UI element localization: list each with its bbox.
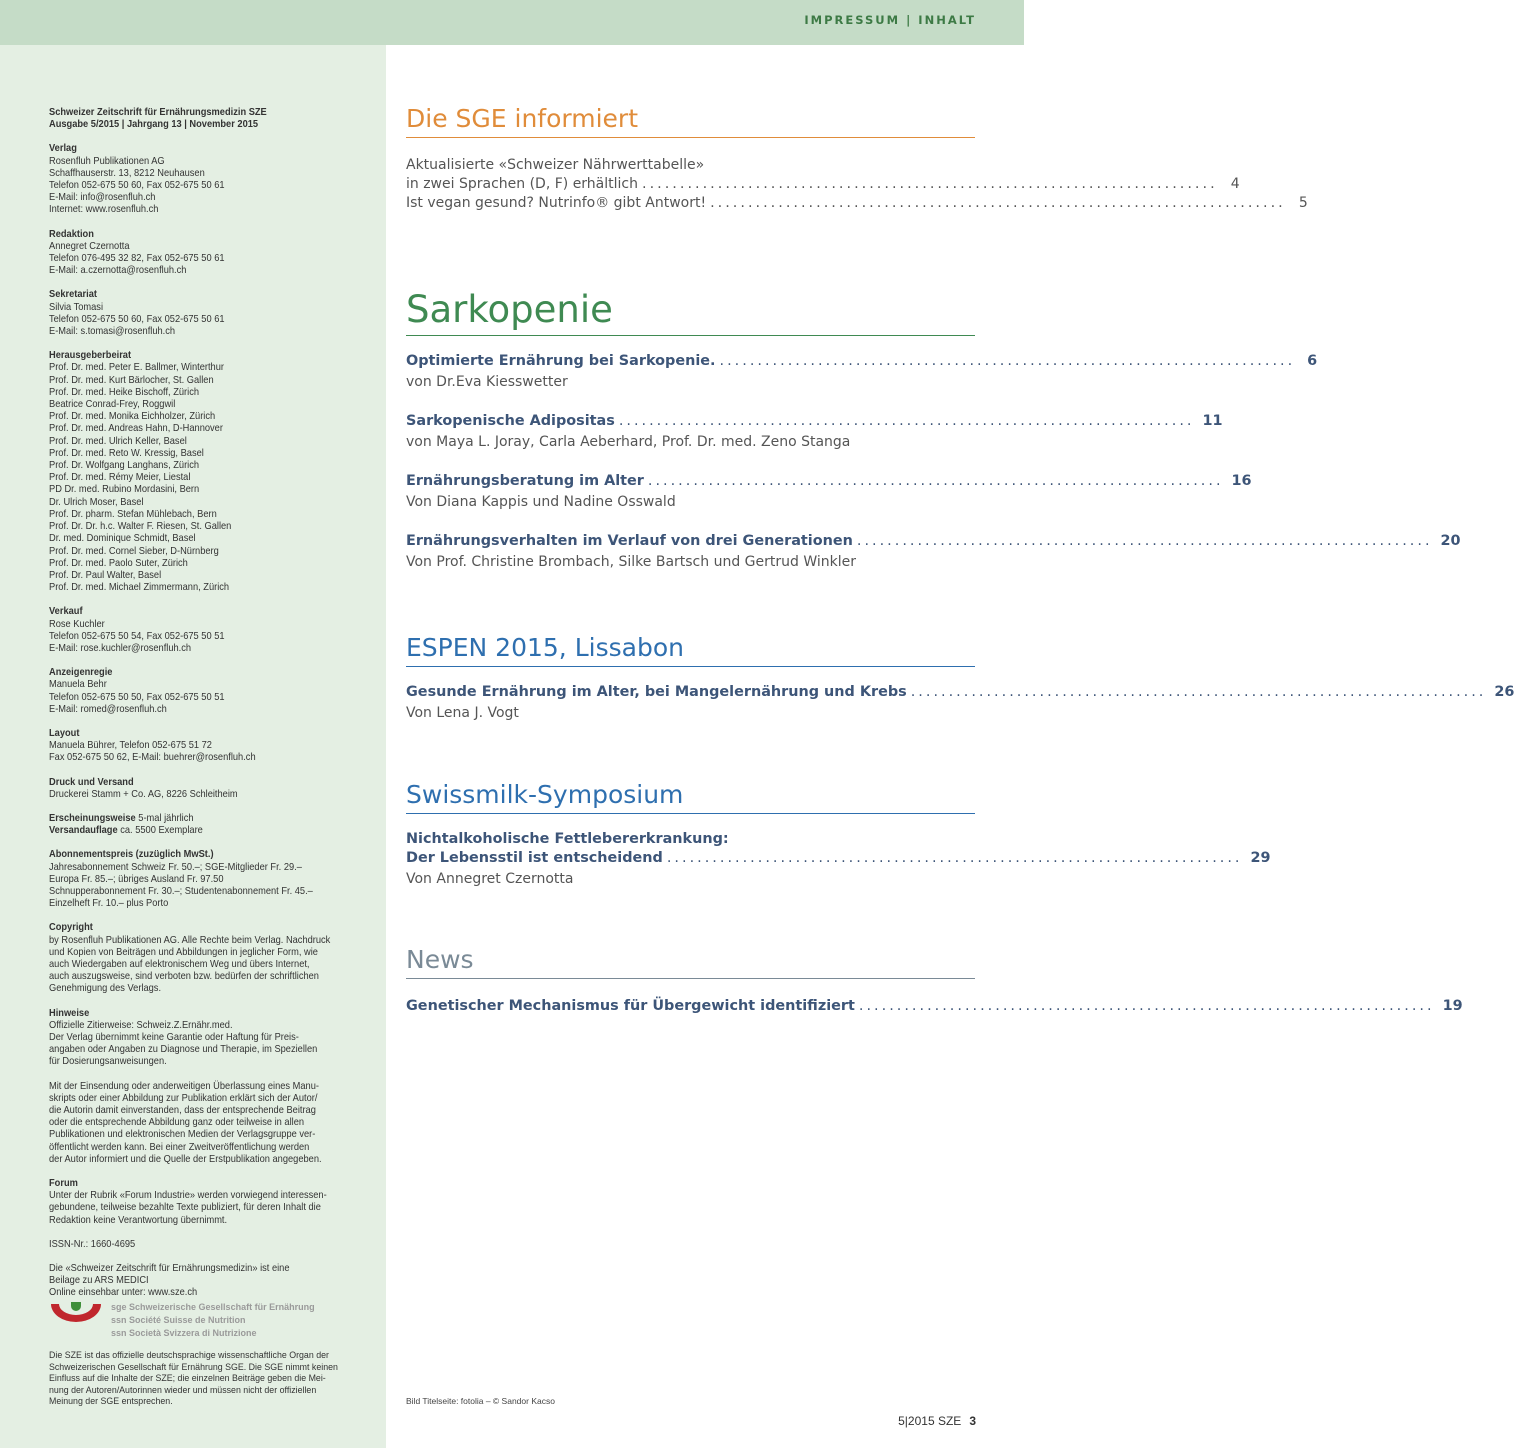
toc-entry[interactable]: Aktualisierte «Schweizer Nährwerttabelle» in zwei Sprachen (D, F) erhältlich ............................................................................ 4 [406,157,1240,192]
section-heading-news: News [406,945,975,979]
logo-line-1: sge Schweizerische Gesellschaft für Ernährung [111,1302,315,1312]
page-number: 4 [1230,176,1240,192]
toc-entry[interactable]: Ernährungsverhalten im Verlauf von drei Generationen ............................................................................ 20 Von Prof. Christine Brombach, Silke Bartsch und Gertrud Winkler [406,533,1461,570]
hinweise-block: Hinweise Offizielle Zitierweise: Schweiz.Z.Ernähr.med. Der Verlag übernimmt keine Garantie oder Haftung für Preis- angaben oder Angaben zu Diagnose und Therapie, im Speziellen für Dosierungsanweisungen. [49,1007,318,1068]
verkauf-block: Verkauf Rose Kuchler Telefon 052-675 50 54, Fax 052-675 50 51 E-Mail: rose.kuchler@rosenfluh.ch [49,606,225,654]
section-heading-sge: Die SGE informiert [406,104,975,138]
journal-title: Schweizer Zeitschrift für Ernährungsmedizin SZE [49,107,267,118]
section-heading-sarkopenie: Sarkopenie [406,288,975,336]
leader-dots: ............................................................................ [647,473,1224,489]
abo-block: Abonnementspreis (zuzüglich MwSt.) Jahresabonnement Schweiz Fr. 50.–; SGE-Mitglieder Fr. 29.– Europa Fr. 85.–; übriges Ausland Fr. 97.50 Schnupperabonnement Fr. 30.–; Studentenabonnement Fr. 45.– Einzelheft Fr. 10.– plus Porto [49,849,313,910]
page-number: 29 [1250,850,1271,866]
leader-dots: ............................................................................ [858,998,1435,1014]
section-heading-espen: ESPEN 2015, Lissabon [406,633,975,667]
leader-dots: ............................................................................ [618,413,1195,429]
toc-entry[interactable]: Gesunde Ernährung im Alter, bei Mangelernährung und Krebs ............................................................................ 26 Von Lena J. Vogt [406,684,1514,721]
leader-dots: ............................................................................ [642,176,1218,192]
sekretariat-block: Sekretariat Silvia Tomasi Telefon 052-675 50 60, Fax 052-675 50 61 E-Mail: s.tomasi@rosenfluh.ch [49,289,225,338]
section-espen [406,633,1514,723]
author: von Maya L. Joray, Carla Aeberhard, Prof. Dr. med. Zeno Stanga [406,434,851,450]
forum-block: Forum Unter der Rubrik «Forum Industrie» werden vorwiegend interessen- gebundene, teilweise bezahlte Texte publiziert, für deren Inhalt die Redaktion keine Verantwortung übernimmt. [49,1178,327,1226]
top-bar [0,0,1024,45]
section-sge [406,104,1308,213]
author: von Dr.Eva Kiesswetter [406,374,568,390]
toc-entry[interactable]: Ernährungsberatung im Alter ............................................................................ 16 Von Diana Kappis und Nadine Osswald [406,473,1252,510]
anzeigen-block: Anzeigenregie Manuela Behr Telefon 052-675 50 50, Fax 052-675 50 51 E-Mail: romed@rosenfluh.ch [49,667,225,715]
page-number: 19 [1442,998,1463,1014]
druck-block: Druck und Versand Druckerei Stamm + Co. AG, 8226 Schleitheim [49,776,238,800]
toc-entry[interactable]: Sarkopenische Adipositas ............................................................................ 11 von Maya L. Joray, Carla Aeberhard, Prof. Dr. med. Zeno Stanga [406,413,1223,450]
redaktion-block: Redaktion Annegret Czernotta Telefon 076-495 32 82, Fax 052-675 50 61 E-Mail: a.czernotta@rosenfluh.ch [49,228,225,277]
einsendung-block: Mit der Einsendung oder anderweitigen Überlassung eines Manu- skripts oder einer Abbildung zur Publikation erklärt sich der Autor/ die Autorin damit einverstanden, dass der entsprechende Beitrag oder die entsprechende Abbildung ganz oder teilweise in allen Publikationen und elektronischen Medien der Verlagsgruppe ver- öffentlicht werden kann. Bei einer Zweitveröffentlichung werden der Autor informiert und die Quelle der Erstpublikation angegeben. [49,1080,322,1165]
issue-info: Ausgabe 5/2015 | Jahrgang 13 | November 2015 [49,119,259,131]
issn: ISSN-Nr.: 1660-4695 [49,1238,136,1250]
page-number: 16 [1231,473,1252,489]
toc-entry[interactable]: Genetischer Mechanismus für Übergewicht identifiziert ............................................................................ 19 [406,998,1463,1014]
section-heading-swissmilk: Swissmilk-Symposium [406,780,975,814]
author: Von Annegret Czernotta [406,871,574,887]
page-number: 20 [1440,533,1461,549]
section-sarkopenie [406,288,1461,572]
section-swissmilk [406,780,1271,889]
impressum [49,107,353,1312]
page-folio: 5|2015 SZE 3 [898,1414,976,1428]
beirat-block: Herausgeberbeirat Prof. Dr. med. Peter E. Ballmer, Winterthur Prof. Dr. med. Kurt Bärlocher, St. Gallen Prof. Dr. med. Heike Bischoff, Zürich Beatrice Conrad-Frey, Roggwil Prof. Dr. med. Monika Eichholzer, Zürich Prof. Dr. med. Andreas Hahn, D-Hannover Prof. Dr. med. Ulrich Keller, Basel Prof. Dr. med. Reto W. Kressig, Basel Prof. Dr. Wolfgang Langhans, Zürich Prof. Dr. med. Rémy Meier, Liestal PD Dr. med. Rubino Mordasini, Bern Dr. Ulrich Moser, Basel Prof. Dr. pharm. Stefan Mühlebach, Bern Prof. Dr. Dr. h.c. Walter F. Riesen, St. Gallen Dr. med. Dominique Schmidt, Basel Prof. Dr. med. Cornel Sieber, D-Nürnberg Prof. Dr. med. Paolo Suter, Zürich Prof. Dr. Paul Walter, Basel Prof. Dr. med. Michael Zimmermann, Zürich [49,350,232,594]
beilage-block: Die «Schweizer Zeitschrift für Ernährungsmedizin» ist eine Beilage zu ARS MEDICI Online einsehbar unter: www.sze.ch [49,1263,290,1299]
verlag-block: Verlag Rosenfluh Publikationen AG Schaffhauserstr. 13, 8212 Neuhausen Telefon 052-675 50 60, Fax 052-675 50 61 E-Mail: info@rosenfluh.ch Internet: www.rosenfluh.ch [49,143,225,216]
toc-entry[interactable]: Optimierte Ernährung bei Sarkopenie. ............................................................................ 6 von Dr.Eva Kiesswetter [406,353,1318,390]
page-number: 6 [1307,353,1318,369]
page-number: 5 [1298,195,1308,211]
sge-logo [49,1300,379,1345]
image-credit: Bild Titelseite: fotolia – © Sandor Kacso [406,1396,555,1406]
page-number: 26 [1494,684,1514,700]
sge-disclaimer: Die SZE ist das offizielle deutschsprachige wissenschaftliche Organ der Schweizerischen Gesellschaft für Ernährung SGE. Die SGE nimmt keinen Einfluss auf die Inhalte der SZE; die einzelnen Beiträge geben die Mei- nung der Autoren/Autorinnen wieder und müssen nicht der offiziellen Meinung der SGE entsprechen. [49,1350,338,1408]
leader-dots: ............................................................................ [856,533,1433,549]
author: Von Prof. Christine Brombach, Silke Bartsch und Gertrud Winkler [406,554,856,570]
leader-dots: ............................................................................ [666,850,1243,866]
layout-block: Layout Manuela Bührer, Telefon 052-675 51 72 Fax 052-675 50 62, E-Mail: buehrer@rosenfluh.ch [49,727,256,764]
section-news [406,945,1463,1016]
toc-entry[interactable]: Nichtalkoholische Fettlebererkrankung: Der Lebensstil ist entscheidend ............................................................................ 29 Von Annegret Czernotta [406,831,1271,887]
leader-dots: ............................................................................ [710,195,1286,211]
erscheinung-block: Erscheinungsweise 5-mal jährlich Versandauflage ca. 5500 Exemplare [49,812,203,837]
toc-entry[interactable]: Ist vegan gesund? Nutrinfo® gibt Antwort! ............................................................................ 5 [406,195,1308,211]
author: Von Diana Kappis und Nadine Osswald [406,494,676,510]
section-label: IMPRESSUM | INHALT [804,13,976,27]
author: Von Lena J. Vogt [406,705,519,721]
logo-line-3: ssn Società Svizzera di Nutrizione [111,1328,257,1338]
page-number: 11 [1202,413,1223,429]
copyright-block: Copyright by Rosenfluh Publikationen AG. Alle Rechte beim Verlag. Nachdruck und Kopien von Beiträgen und Abbildungen in jeglicher Form, wie auch Wiedergaben auf elektronischem Weg und übers Internet, auch auszugsweise, sind verboten bzw. bedürfen der schriftlichen Genehmigung des Verlags. [49,922,331,995]
sge-logo-green-dot [71,1302,81,1311]
leader-dots: ............................................................................ [910,684,1487,700]
leader-dots: ............................................................................ [719,353,1296,369]
logo-line-2: ssn Société Suisse de Nutrition [111,1315,246,1325]
